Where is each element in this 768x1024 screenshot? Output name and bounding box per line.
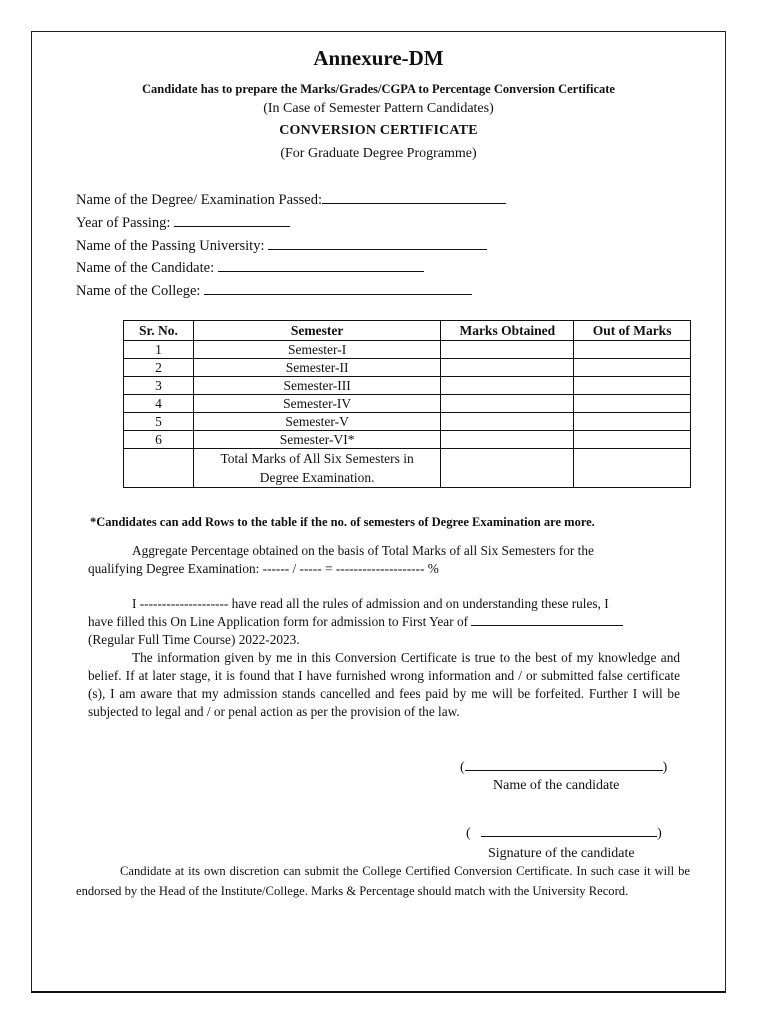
course-input-line[interactable] xyxy=(471,613,623,626)
total-marks-obtained-cell[interactable] xyxy=(441,449,574,488)
header-marks-obtained: Marks Obtained xyxy=(441,321,574,341)
table-header-row xyxy=(124,321,691,341)
semester-cell: Semester-II xyxy=(193,359,441,377)
university-field-label: Name of the Passing University: xyxy=(76,238,265,254)
degree-input-line[interactable] xyxy=(322,190,506,204)
aggregate-line1: Aggregate Percentage obtained on the basis of Total Marks of all Six Semesters for the xyxy=(132,543,594,558)
declaration-paragraph-1 xyxy=(88,595,680,649)
out-of-marks-cell[interactable] xyxy=(574,413,691,431)
semester-cell: Semester-III xyxy=(193,377,441,395)
total-label-cell xyxy=(193,449,441,488)
table-row xyxy=(124,359,691,377)
signature-of-candidate-label: Signature of the candidate xyxy=(488,846,635,861)
college-field xyxy=(76,281,472,300)
aggregate-line2: qualifying Degree Examination: ------ / ----- = -------------------- % xyxy=(88,561,439,576)
marks-table xyxy=(123,320,691,488)
header-sr-no: Sr. No. xyxy=(124,321,194,341)
semester-cell: Semester-VI* xyxy=(193,431,441,449)
sr-no-cell: 2 xyxy=(124,359,194,377)
table-total-row xyxy=(124,449,691,488)
semester-cell: Semester-I xyxy=(193,341,441,359)
university-field xyxy=(76,236,487,255)
candidate-name-line[interactable] xyxy=(465,757,663,771)
candidate-field xyxy=(76,258,424,277)
marks-obtained-cell[interactable] xyxy=(441,341,574,359)
case-note: (In Case of Semester Pattern Candidates) xyxy=(263,101,494,116)
document-subtitle: Candidate has to prepare the Marks/Grades/CGPA to Percentage Conversion Certificate xyxy=(142,82,615,96)
document-title: Annexure-DM xyxy=(313,46,444,70)
marks-obtained-cell[interactable] xyxy=(441,431,574,449)
name-signature-field xyxy=(460,757,667,776)
out-of-marks-cell[interactable] xyxy=(574,341,691,359)
marks-obtained-cell[interactable] xyxy=(441,359,574,377)
table-row xyxy=(124,341,691,359)
out-of-marks-cell[interactable] xyxy=(574,359,691,377)
declaration-line3: (Regular Full Time Course) 2022-2023. xyxy=(88,632,300,647)
footer-text: Candidate at its own discretion can submit the College Certified Conversion Certificate. In such case it will be endorsed by the Head of the Institute/College. Marks & Percentage should match with the University Record. xyxy=(76,864,690,898)
aggregate-paragraph xyxy=(88,542,680,578)
declaration-line2: have filled this On Line Application form for admission to First Year of xyxy=(88,614,469,629)
close-paren: ) xyxy=(657,826,662,841)
year-input-line[interactable] xyxy=(174,213,290,227)
footer-note xyxy=(76,861,690,901)
certificate-title: CONVERSION CERTIFICATE xyxy=(279,123,478,138)
declaration-p2-text: The information given by me in this Conversion Certificate is true to the best of my knowledge and belief. If at later stage, it is found that I have furnished wrong information and / or submitted false certificate (s), I am aware that my admission stands cancelled and fees paid by me will be forfeited. Further I will be subjected to legal and / or penal action as per the provision of the law. xyxy=(88,650,680,719)
marks-obtained-cell[interactable] xyxy=(441,377,574,395)
sr-no-cell: 6 xyxy=(124,431,194,449)
total-label-line2: Degree Examination. xyxy=(259,470,375,485)
table-row xyxy=(124,377,691,395)
degree-field xyxy=(76,190,506,209)
sr-no-cell: 5 xyxy=(124,413,194,431)
out-of-marks-cell[interactable] xyxy=(574,377,691,395)
college-input-line[interactable] xyxy=(204,281,472,295)
marks-obtained-cell[interactable] xyxy=(441,395,574,413)
open-paren: ( xyxy=(460,760,465,775)
table-row xyxy=(124,431,691,449)
semester-cell: Semester-V xyxy=(193,413,441,431)
table-row xyxy=(124,413,691,431)
name-of-candidate-label: Name of the candidate xyxy=(493,778,620,793)
declaration-line1: I -------------------- have read all the rules of admission and on understanding these rules, I xyxy=(132,596,609,611)
total-out-of-marks-cell[interactable] xyxy=(574,449,691,488)
college-field-label: Name of the College: xyxy=(76,283,201,299)
header-out-of-marks: Out of Marks xyxy=(574,321,691,341)
declaration-paragraph-2 xyxy=(88,649,680,721)
semester-cell: Semester-IV xyxy=(193,395,441,413)
programme-note: (For Graduate Degree Programme) xyxy=(280,146,477,161)
close-paren: ) xyxy=(662,760,668,775)
open-paren: ( xyxy=(466,826,471,841)
signature-line[interactable] xyxy=(481,823,657,837)
candidate-field-label: Name of the Candidate: xyxy=(76,260,215,276)
degree-field-label: Name of the Degree/ Examination Passed: xyxy=(76,192,323,208)
out-of-marks-cell[interactable] xyxy=(574,431,691,449)
signature-field xyxy=(466,823,662,842)
university-input-line[interactable] xyxy=(268,236,487,250)
sr-no-cell: 1 xyxy=(124,341,194,359)
year-field-label: Year of Passing: xyxy=(76,215,171,231)
total-label-line1: Total Marks of All Six Semesters in xyxy=(220,451,414,466)
header-semester: Semester xyxy=(193,321,441,341)
out-of-marks-cell[interactable] xyxy=(574,395,691,413)
table-note: *Candidates can add Rows to the table if the no. of semesters of Degree Examination are more. xyxy=(90,515,595,529)
sr-no-cell: 3 xyxy=(124,377,194,395)
total-sr-cell xyxy=(124,449,194,488)
table-row xyxy=(124,395,691,413)
year-field xyxy=(76,213,290,232)
sr-no-cell: 4 xyxy=(124,395,194,413)
marks-obtained-cell[interactable] xyxy=(441,413,574,431)
candidate-input-line[interactable] xyxy=(218,258,424,272)
